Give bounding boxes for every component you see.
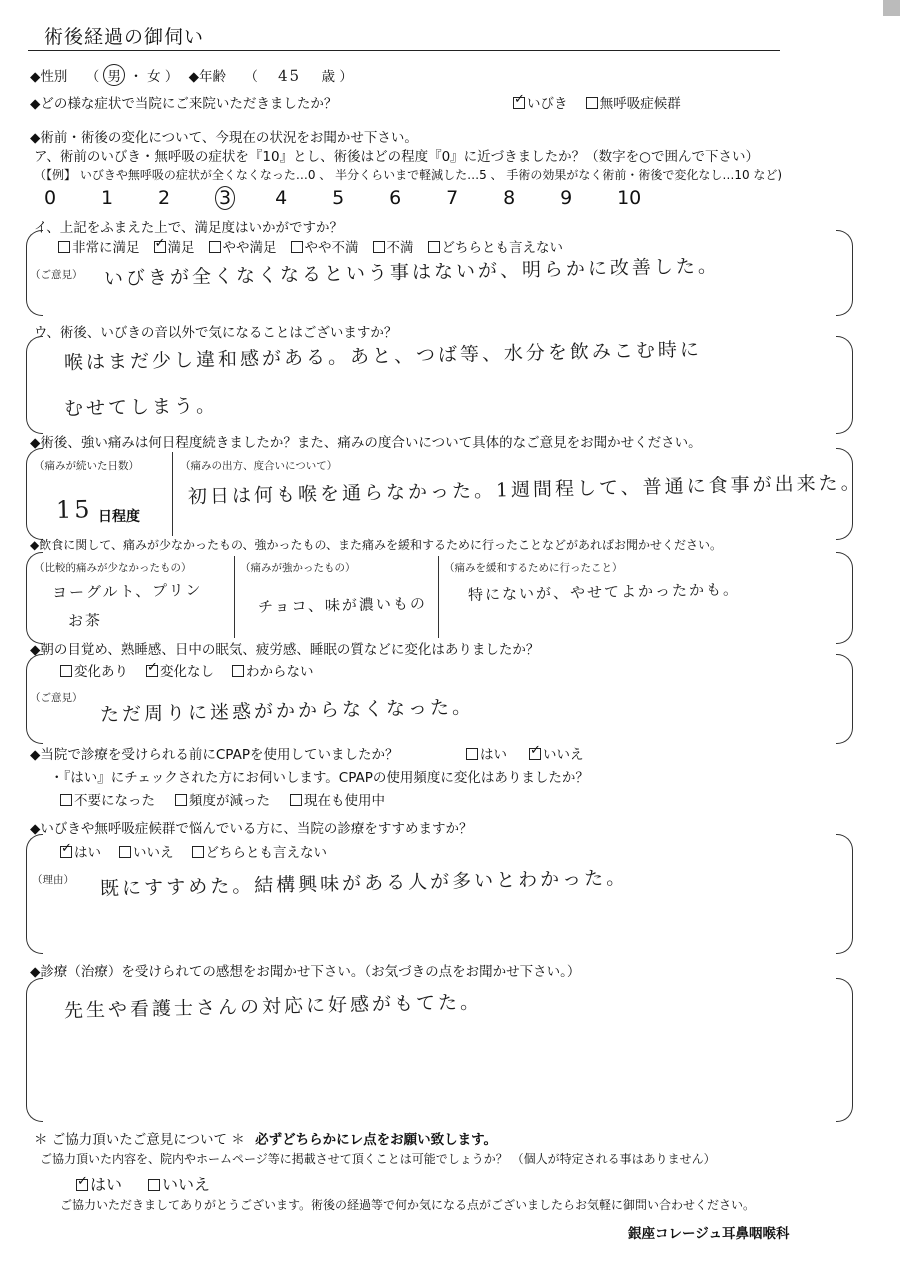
change-question: ア、術前のいびき・無呼吸の症状を『10』とし、術後はどの程度『0』に近づきましたか？（数字を○で囲んで下さい） [34,149,759,165]
option-label: はい [90,1175,123,1194]
food-relief[interactable]: 特にないが、やせてよかったかも。 [467,580,741,604]
answer-bracket-right [836,834,853,954]
answer-bracket-right [836,978,853,1122]
answer-bracket-left [26,834,43,954]
consent-bold-text: 必ずどちらかにレ点をお願い致します。 [255,1132,498,1148]
pain-question: ◆術後、強い痛みは何日程度続きましたか？また、痛みの度合いについて具体的なご意見をお聞かせください。 [30,435,702,451]
cpap-options [466,743,606,763]
checkbox-icon[interactable] [119,846,131,858]
column-divider [438,556,439,638]
scale-number[interactable]: 7 [446,187,459,209]
symptom-option-snoring[interactable] [513,96,568,112]
satisfaction-options [58,236,577,256]
checkbox-icon[interactable] [466,748,478,760]
age-close: ） [339,69,353,85]
scale-number[interactable]: 10 [617,187,642,209]
option-item[interactable] [58,240,140,256]
checkbox-icon[interactable] [513,97,525,109]
recommend-options [60,841,345,861]
clinic-name: 銀座コレージュ耳鼻咽喉科 [628,1226,790,1242]
option-label: 頻度が減った [189,793,270,809]
scale-number[interactable]: 4 [275,187,288,209]
option-label: いいえ [133,845,174,861]
sleep-opinion[interactable]: ただ周りに迷惑がかからなくなった。 [99,696,475,726]
answer-bracket-left [26,978,43,1122]
checkbox-icon[interactable] [192,846,204,858]
consent-options [76,1172,236,1195]
option-item[interactable] [428,240,564,256]
cpap-question: ◆当院で診療を受けられる前にCPAPを使用していましたか？ [30,747,399,763]
answer-bracket-left [26,336,43,434]
answer-bracket-right [836,654,853,744]
age-value[interactable]: 45 [277,66,302,85]
checkbox-icon[interactable] [76,1179,88,1191]
scale-number[interactable]: 0 [44,187,57,209]
corner-mark [883,0,900,16]
checkbox-icon[interactable] [154,241,166,253]
option-label: 無呼吸症候群 [599,96,681,112]
scale-number[interactable]: 9 [560,187,573,209]
checkbox-icon[interactable] [529,748,541,760]
option-label: 変化あり [74,664,128,680]
sex-male-option[interactable]: 男 [103,64,125,86]
option-item[interactable] [466,747,507,763]
option-item[interactable] [291,240,359,256]
food-low-pain-label: （比較的痛みが少なかったもの） [34,562,192,574]
title-underline [28,50,780,51]
checkbox-icon[interactable] [60,846,72,858]
cpap-sub-options [60,789,405,809]
recommend-reason[interactable]: 既にすすめた。結構興味がある人が多いとわかった。 [99,866,629,900]
impression-answer[interactable]: 先生や看護士さんの対応に好感がもてた。 [63,991,483,1022]
pain-days-label: （痛みが続いた日数） [34,460,139,472]
option-item[interactable] [192,845,328,861]
checkbox-icon[interactable] [60,794,72,806]
checkbox-icon[interactable] [232,665,244,677]
impression-question: ◆診療（治療）を受けられての感想をお聞かせ下さい。（お気づきの点をお聞かせ下さい。） [30,964,581,980]
option-item[interactable] [209,240,277,256]
food-question: ◆飲食に関して、痛みが少なかったもの、強かったもの、また痛みを緩和するために行ったことなどがあればお聞かせください。 [30,538,723,552]
symptom-question: ◆どの様な症状で当院にご来院いただきましたか？ [30,96,338,112]
other-answer-line1[interactable]: 喉はまだ少し違和感がある。あと、つば等、水分を飲みこむ時に [63,338,703,374]
profile-row [30,64,353,86]
option-label: 変化なし [160,664,214,680]
satisfaction-opinion[interactable]: いびきが全くなくなるという事はないが、明らかに改善した。 [103,255,721,290]
satisfaction-opinion-label: （ご意見） [30,269,83,281]
recommend-question: ◆いびきや無呼吸症候群で悩んでいる方に、当院の診療をすすめますか？ [30,821,473,837]
scale-number[interactable]: 6 [389,187,402,209]
sex-label: ◆性別 [30,69,68,85]
food-high-pain-label: （痛みが強かったもの） [240,562,356,574]
thanks-text: ご協力いただきましてありがとうございます。術後の経過等で何か気になる点がございましたらお気軽に御問い合わせください。 [60,1198,756,1212]
option-label: 非常に満足 [72,240,140,256]
checkbox-icon[interactable] [148,1179,160,1191]
option-label: いいえ [162,1175,211,1194]
sleep-question: ◆朝の目覚め、熟睡感、日中の眠気、疲労感、睡眠の質などに変化はありましたか？ [30,642,540,658]
option-label: はい [74,845,101,861]
food-low-pain-line2[interactable]: お茶 [67,611,103,630]
option-label: どちらとも言えない [441,240,563,256]
checkbox-icon[interactable] [146,665,158,677]
option-item[interactable] [175,793,270,809]
scale-number[interactable]: 3 [215,186,235,210]
option-label: 不要になった [74,793,155,809]
age-open: （ [244,69,258,85]
option-item[interactable] [119,845,174,861]
option-item[interactable] [60,793,155,809]
page-title: 術後経過の御伺い [44,26,205,48]
checkbox-icon[interactable] [373,241,385,253]
option-item[interactable] [290,793,385,809]
food-low-pain-line1[interactable]: ヨーグルト、プリン [51,580,203,602]
checkbox-icon[interactable] [586,97,598,109]
option-label: 満足 [167,240,195,256]
option-label: やや不満 [304,240,359,256]
option-label: どちらとも言えない [205,845,327,861]
sex-open: （ [85,69,100,85]
checkbox-icon[interactable] [209,241,221,253]
scale-number[interactable]: 2 [158,187,171,209]
option-item[interactable] [60,664,128,680]
option-label: いいえ [543,747,584,763]
food-high-pain[interactable]: チョコ、味が濃いもの [257,594,428,616]
column-divider [172,452,173,536]
recommend-reason-label: （理由） [32,874,74,886]
option-item[interactable] [60,845,101,861]
option-label: 不満 [386,240,414,256]
sex-female-option[interactable]: 女 [147,69,161,85]
age-label: ◆年齢 [188,69,227,85]
other-question: ウ、術後、いびきの音以外で気になることはございますか？ [34,325,398,341]
change-example: （【例】 いびきや無呼吸の症状が全くなくなった…0 、 半分くらいまで軽減した…5 、 手術の効果がなく術前・術後で変化なし…10 など) [34,168,783,182]
symptom-options [513,92,695,112]
option-label: わからない [246,664,314,680]
pain-detail[interactable]: 初日は何も喉を通らなかった。1週間程して、普通に食事が出来た。 [187,471,863,508]
option-item[interactable] [146,664,214,680]
change-heading: ◆術前・術後の変化について、今現在の状況をお聞かせ下さい。 [30,130,418,146]
option-item[interactable] [148,1175,210,1194]
checkbox-icon[interactable] [428,241,440,253]
scale-number[interactable]: 8 [503,187,516,209]
consent-question: ご協力頂いた内容を、院内やホームページ等に掲載させて頂くことは可能でしょうか？ （個人が特定される事はありません） [40,1152,716,1166]
sleep-opinion-label: （ご意見） [30,692,83,704]
option-item[interactable] [232,664,314,680]
option-label: やや満足 [222,240,277,256]
scale-number[interactable]: 5 [332,187,345,209]
symptom-option-apnea[interactable] [586,96,681,112]
food-relief-label: （痛みを緩和するために行ったこと） [444,562,623,574]
sex-dot: ・ [129,69,143,85]
sleep-options [60,660,332,680]
option-item[interactable] [154,240,195,256]
consent-head-text: ＊ ご協力頂いたご意見について ＊ [34,1132,245,1148]
pain-days-value[interactable]: 15 [55,495,93,524]
option-item[interactable] [76,1175,122,1194]
checkbox-icon[interactable] [58,241,70,253]
option-label: 現在も使用中 [304,793,385,809]
answer-bracket-right [836,336,853,434]
option-item[interactable] [373,240,414,256]
change-scale [44,186,657,210]
pain-detail-label: （痛みの出方、度合いについて） [180,460,338,472]
checkbox-icon[interactable] [60,665,72,677]
checkbox-icon[interactable] [291,241,303,253]
column-divider [234,556,235,638]
answer-bracket-right [836,552,853,644]
scale-number[interactable]: 1 [101,187,114,209]
checkbox-icon[interactable] [290,794,302,806]
checkbox-icon[interactable] [175,794,187,806]
age-unit: 歳 [321,69,336,85]
answer-bracket-right [836,230,853,316]
option-item[interactable] [529,747,584,763]
cpap-sub-question: ・『はい』にチェックされた方にお伺いします。CPAPの使用頻度に変化はありましたか？ [50,770,589,786]
sex-close: ） [164,69,179,85]
option-label: はい [480,747,507,763]
satisfaction-question: イ、上記をふまえた上で、満足度はいかがですか？ [34,220,344,236]
option-label: いびき [527,96,568,112]
pain-days-unit: 日程度 [98,509,140,525]
consent-heading [34,1128,497,1148]
other-answer-line2[interactable]: むせてしまう。 [63,394,219,420]
